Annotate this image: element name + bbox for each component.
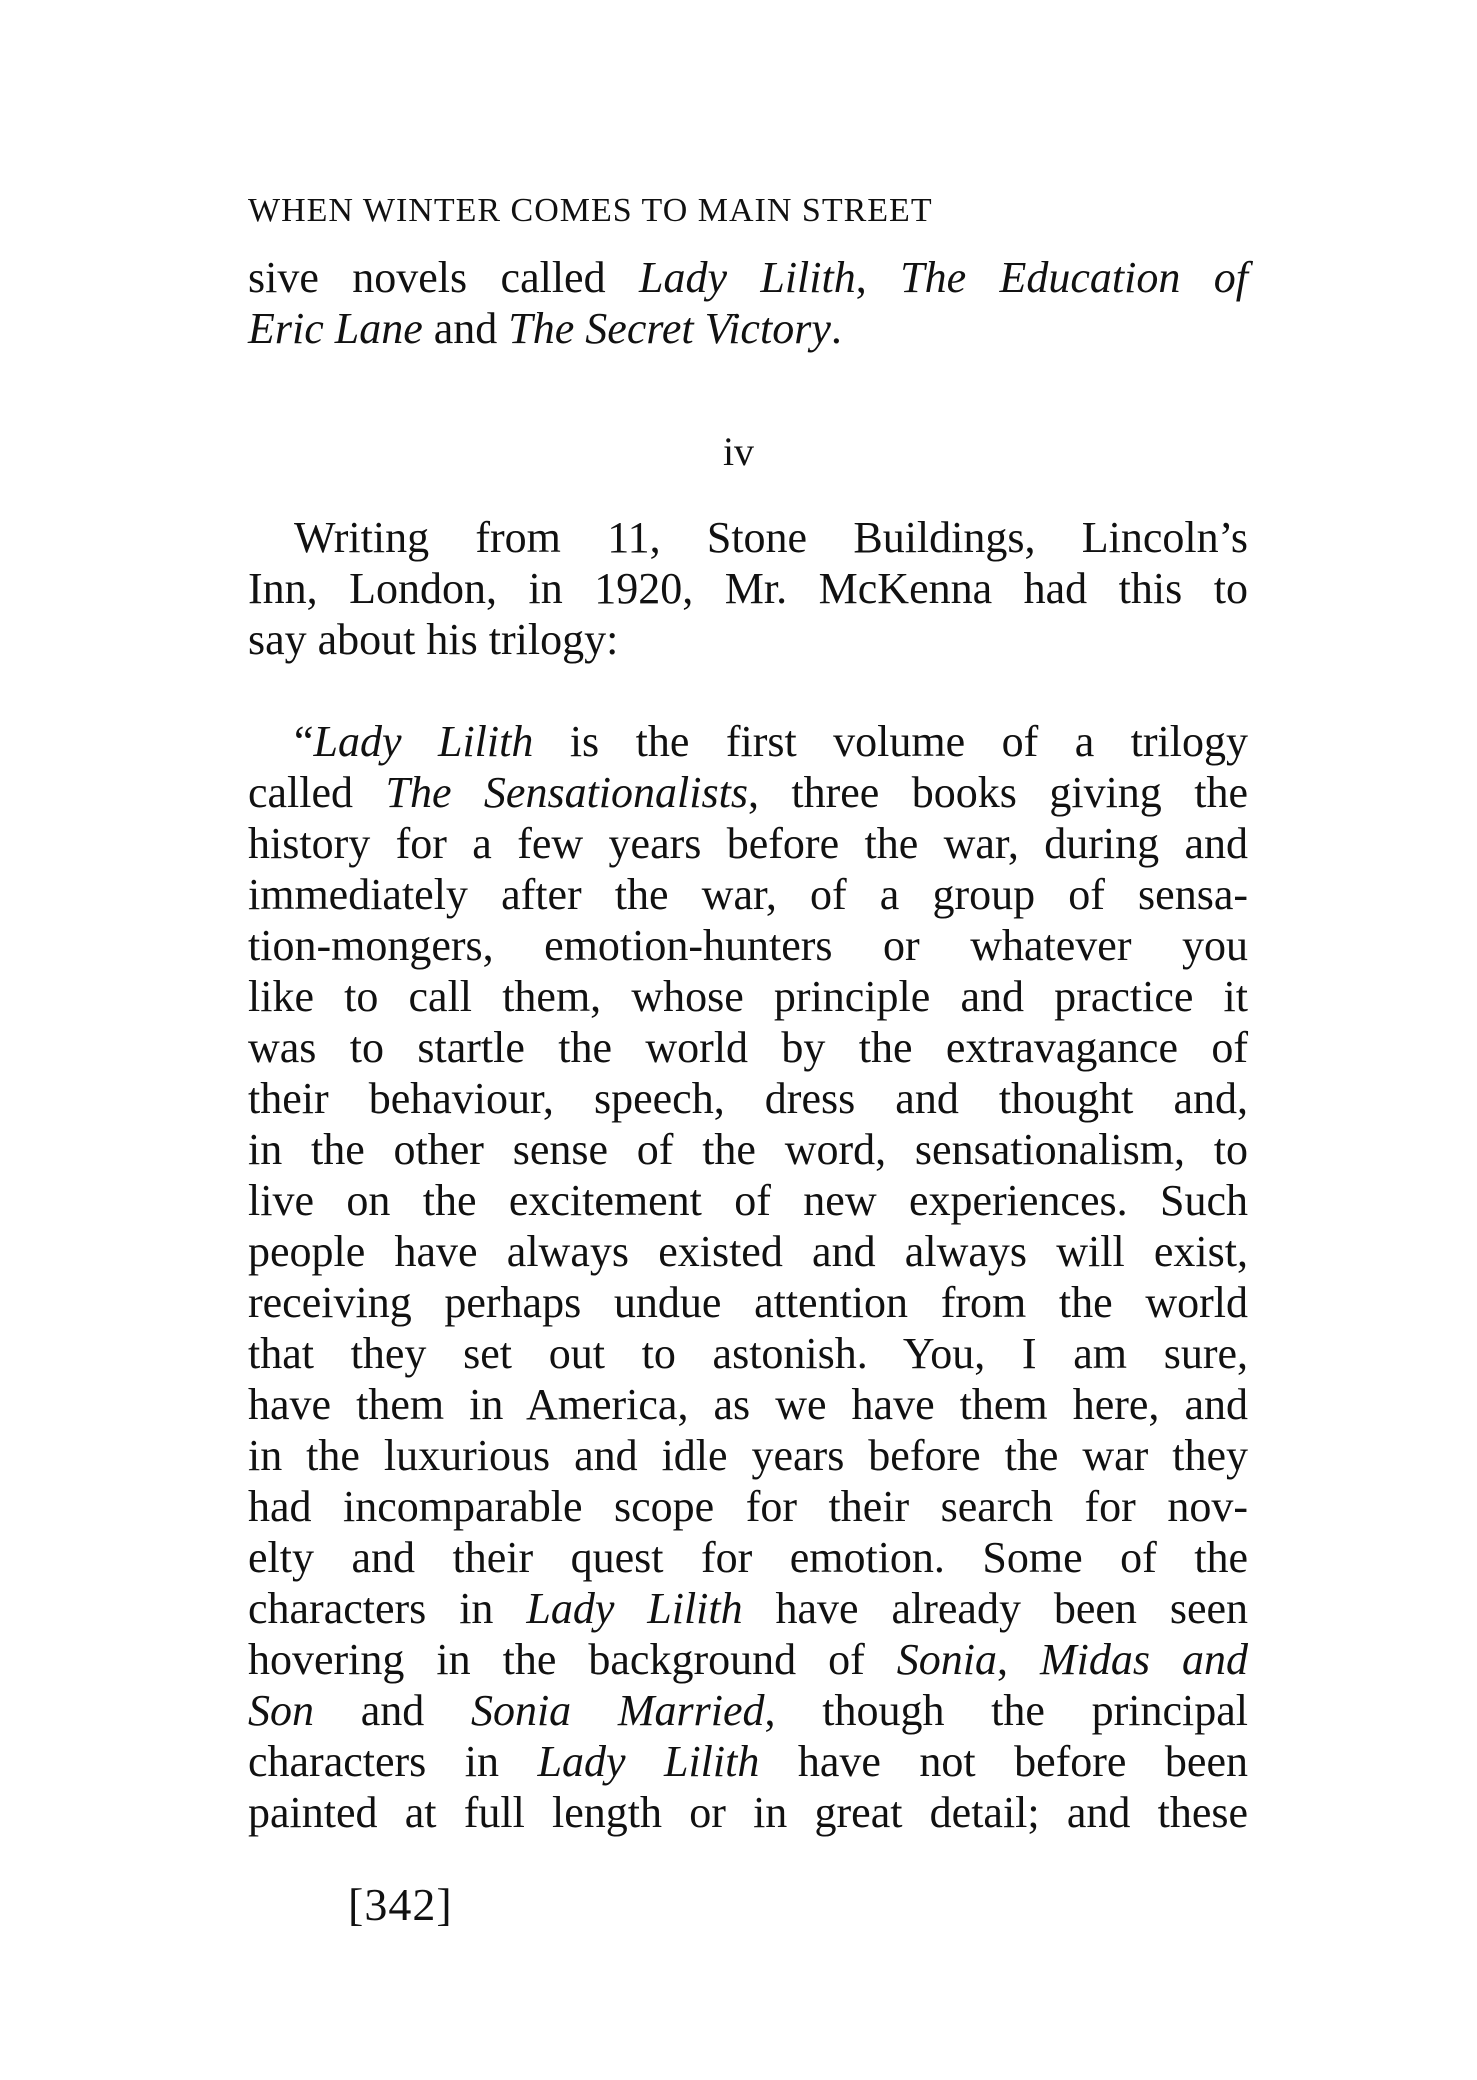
text-line: in the other sense of the word, sensationalism, to — [248, 1125, 1248, 1174]
book-title: Sonia Married — [470, 1686, 765, 1735]
text-line: their behaviour, speech, dress and thought and, — [248, 1074, 1248, 1123]
text-line: receiving perhaps undue attention from the world — [248, 1278, 1248, 1327]
text-line: that they set out to astonish. You, I am sure, — [248, 1329, 1248, 1378]
text-line: Inn, London, in 1920, Mr. McKenna had this to — [248, 564, 1248, 613]
book-title: Lady Lilith — [638, 253, 856, 302]
book-title: Eric Lane — [248, 304, 423, 353]
running-head: WHEN WINTER COMES TO MAIN STREET — [248, 192, 933, 229]
intro-paragraph — [248, 512, 1248, 665]
text-line: say about his trilogy: — [248, 615, 619, 664]
text-line: was to startle the world by the extravagance of — [248, 1023, 1248, 1072]
text-line: called The Sensationalists, three books giving the — [248, 768, 1248, 817]
quoted-letter — [248, 716, 1248, 1838]
text-line: tion-mongers, emotion-hunters or whatever you — [248, 921, 1248, 970]
section-number: iv — [722, 429, 755, 474]
text-line: had incomparable scope for their search for nov- — [248, 1482, 1248, 1531]
text-line: hovering in the background of Sonia, Midas and — [248, 1635, 1249, 1684]
book-title: Son — [248, 1686, 314, 1735]
book-title: The Secret Victory — [508, 304, 831, 353]
opening-paragraph — [248, 252, 1248, 354]
text-line: live on the excitement of new experiences. Such — [248, 1176, 1248, 1225]
page-number: [342] — [348, 1879, 453, 1930]
book-title: Lady Lilith — [537, 1737, 760, 1786]
text-line: characters in Lady Lilith have not before been — [248, 1737, 1248, 1786]
text-line: history for a few years before the war, during and — [248, 819, 1248, 868]
book-title: The Education of — [900, 253, 1248, 302]
text-line: have them in America, as we have them here, and — [248, 1380, 1248, 1429]
text-line: immediately after the war, of a group of sensa- — [248, 870, 1248, 919]
text-line: elty and their quest for emotion. Some of the — [248, 1533, 1248, 1582]
text-line: Son and Sonia Married, though the principal — [248, 1686, 1248, 1735]
book-title: Lady Lilith — [313, 717, 534, 766]
text-line: Eric Lane and The Secret Victory. — [248, 304, 842, 353]
book-title: Midas and — [1040, 1635, 1249, 1684]
book-title: Lady Lilith — [526, 1584, 743, 1633]
book-title: The Sensationalists — [385, 768, 748, 817]
text-line: like to call them, whose principle and practice it — [248, 972, 1248, 1021]
text-line: painted at full length or in great detail; and these — [248, 1788, 1248, 1837]
book-title: Sonia — [896, 1635, 997, 1684]
text-line: “Lady Lilith is the first volume of a trilogy — [294, 717, 1248, 766]
text-line: sive novels called Lady Lilith, The Education of — [248, 253, 1248, 302]
text-line: characters in Lady Lilith have already been seen — [248, 1584, 1249, 1633]
text-line: in the luxurious and idle years before the war they — [248, 1431, 1248, 1480]
text-line: Writing from 11, Stone Buildings, Lincoln’s — [294, 513, 1248, 562]
text-line: people have always existed and always will exist, — [248, 1227, 1248, 1276]
